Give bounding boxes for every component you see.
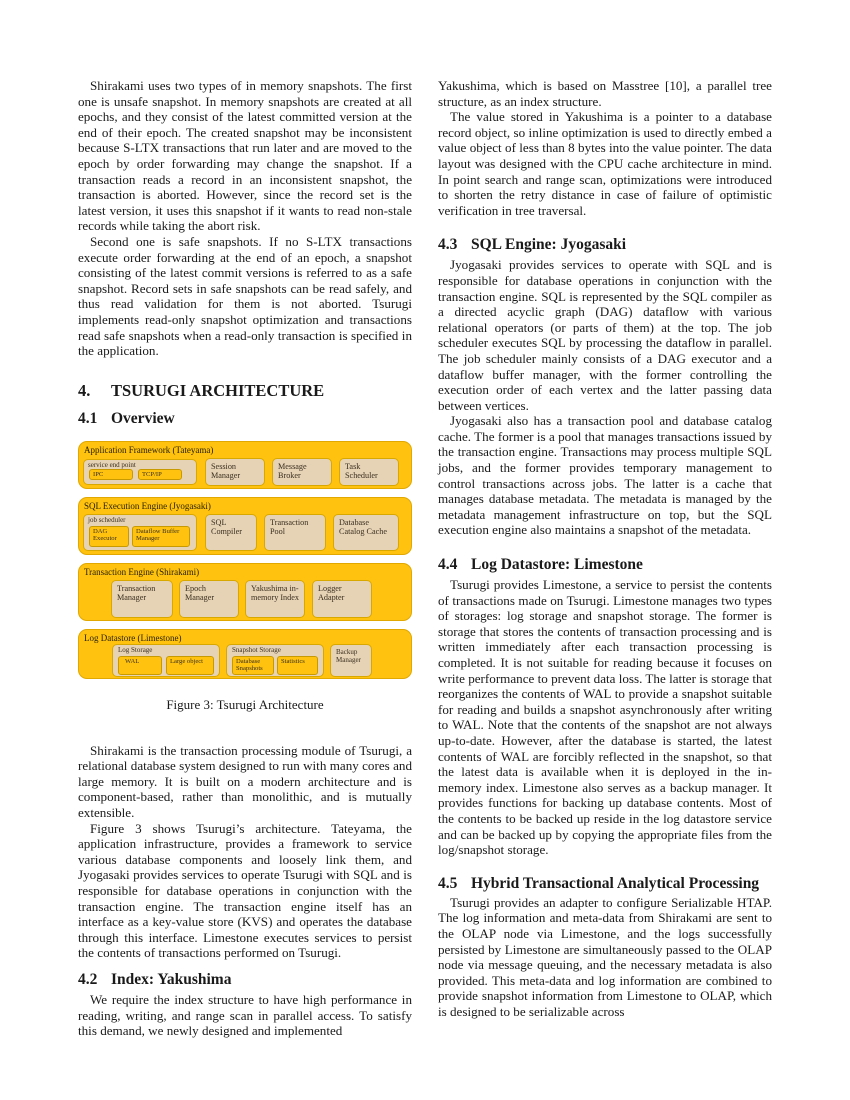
section-number: 4.: [78, 380, 91, 400]
subsection-title: Log Datastore: Limestone: [471, 556, 643, 574]
paragraph-safe-snapshot: Second one is safe snapshots. If no S-LTX transactions execute order forwarding at the end of an epoch, a snapshot consisting of the latest commit versions is referred to as a safe snapshot. Record sets in safe snapshots can be read safely, and thus read validation for them is not aborted. Tsurugi implements read-only snapshot optimization and transactions read safe snapshots when a read-only transaction is specified in the application.: [78, 233, 412, 359]
tcpip-box: TCP/IP: [138, 469, 182, 480]
yakushima-index-box: Yakushima in-memory Index: [245, 580, 305, 618]
group-label: Snapshot Storage: [232, 645, 281, 654]
group-label: Log Storage: [118, 645, 153, 654]
subsection-number: 4.3: [438, 236, 458, 254]
left-column: [78, 78, 412, 1039]
subsection-heading-jyogasaki: [438, 236, 772, 253]
subsection-title: Overview: [111, 409, 175, 427]
layer-application-framework: [78, 441, 412, 489]
ipc-box: IPC: [89, 469, 133, 480]
paragraph-yakushima-continued: Yakushima, which is based on Masstree [10], a parallel tree structure, as an index structure.: [438, 78, 772, 109]
dataflow-buffer-manager-box: Dataflow Buffer Manager: [132, 526, 190, 547]
subsection-heading-htap: [438, 876, 772, 891]
subsection-title: Index: Yakushima: [111, 971, 232, 988]
paragraph-index-requirements: We require the index structure to have high performance in reading, writing, and range scan in parallel access. To satisfy this demand, we newly designed and implemented: [78, 992, 412, 1039]
subsection-heading-overview: [78, 410, 412, 427]
paragraph-unsafe-snapshot: Shirakami uses two types of in memory snapshots. The first one is unsafe snapshot. In memory snapshots are created at all epochs, and they consist of the latest committed version at the end of their epoch. The created snapshot may be inconsistent because S-LTX transactions that run later and are moved to the epoch by order forwarding may change the snapshot. If a transaction reads a record in an inconsistent snapshot, the transaction is aborted. However, since the record set is the latest version, it uses this snapshot if it wants to read non-stale records while taking the abort risk.: [78, 78, 412, 234]
figure-caption: Figure 3: Tsurugi Architecture: [166, 696, 324, 712]
large-object-box: Large object: [166, 656, 214, 675]
epoch-manager-box: Epoch Manager: [179, 580, 239, 618]
paragraph-architecture-description: Figure 3 shows Tsurugi’s architecture. Tateyama, the application infrastructure, provides a framework to service various database components and loosely link them, and Jyogasaki provides services to operate Tsurugi with SQL and is responsible for database operations in conjunction with the transaction engine. The transaction engine itself has an interface as a key-value store (KVS) and operates the database through this interface. Limestone executes services to persist the contents of transactions performed on Tsurugi.: [78, 820, 412, 961]
job-scheduler-group: [83, 514, 197, 551]
session-manager-box: Session Manager: [205, 458, 265, 486]
log-storage-group: [112, 644, 220, 677]
subsection-title: Hybrid Transactional Analytical Processing: [471, 874, 760, 892]
section-title: TSURUGI ARCHITECTURE: [111, 380, 325, 400]
subsection-number: 4.1: [78, 409, 98, 427]
layer-transaction-engine: [78, 563, 412, 621]
dag-executor-box: DAG Executor: [89, 526, 129, 547]
subsection-heading-limestone: [438, 556, 772, 573]
transaction-pool-box: Transaction Pool: [264, 514, 326, 551]
task-scheduler-box: Task Scheduler: [339, 458, 399, 486]
database-snapshots-box: Database Snapshots: [232, 656, 274, 675]
group-label: job scheduler: [88, 515, 126, 524]
layer-sql-execution-engine: [78, 497, 412, 555]
architecture-figure: [78, 437, 412, 679]
layer-log-datastore: [78, 629, 412, 679]
message-broker-box: Message Broker: [272, 458, 332, 486]
section-heading-architecture: [78, 381, 412, 400]
paragraph-htap: Tsurugi provides an adapter to configure Serializable HTAP. The log information and meta-data from Shirakami are sent to the OLAP node via Limestone, and the logs successfully persisted by Limestone are simultaneously passed to the OLAP node via message queuing, and the necessary metadata is also provided. This meta-data and log information are combined to provide snapshot information from Limestone to OLAP, which is designed to be serializable across: [438, 894, 772, 1019]
statistics-box: Statistics: [277, 656, 318, 675]
paragraph-yakushima-value: The value stored in Yakushima is a pointer to a database record object, so inline optimization is used to directly embed a value object of less than 8 bytes into the value pointer. The data layout was designed with the CPU cache architecture in mind. In point search and range scan, optimizations were introduced to shorten the retry distance in case of failure of optimistic verification in tree traversal.: [438, 109, 772, 218]
service-endpoint-group: [83, 459, 197, 485]
subsection-number: 4.5: [438, 874, 458, 892]
paragraph-jyogasaki-sql: Jyogasaki provides services to operate with SQL and is responsible for database operations in conjunction with the transaction engine. SQL is represented by the SQL compiler as a directed acyclic graph (DAG) dataflow with various relational operators (or parts of them) at the top. The job scheduler executes SQL by processing the dataflow in parallel. The job scheduler mainly consists of a DAG executor and a dataflow buffer manager, with the former controlling the execution order of each vertex and the latter passing data between vertices.: [438, 257, 772, 413]
layer-title: Log Datastore (Limestone): [84, 632, 182, 643]
paragraph-limestone: Tsurugi provides Limestone, a service to persist the contents of transactions made on Tsurugi. Limestone manages two types of storages: log storage and snapshot storage. The former is storage that stores the contents of transaction processing and is written immediately after each transaction processing is completed. It is not suitable for reading because it focuses on write performance to prevent data loss. The latter is storage that reorganizes the contents of WAL to provide a snapshot suitable for reading and builds a snapshot asynchronously after writing to WAL. Note that the contents of the snapshot are not always up-to-date. However, after the database is started, the latest contents of WAL are forcibly reflected in the snapshot, so that the latest data is available when it is deployed in the in-memory index. Limestone also serves as a backup manager. It provides functions for backing up database contents. Most of the contents to be backed up reside in the log datastore service and can be backed up by copying the appropriate files from the log/snapshot storage.: [438, 577, 772, 858]
logger-adapter-box: Logger Adapter: [312, 580, 372, 618]
subsection-number: 4.2: [78, 971, 98, 988]
layer-title: Application Framework (Tateyama): [84, 444, 214, 455]
group-label: service end point: [88, 460, 136, 469]
paragraph-jyogasaki-pool: Jyogasaki also has a transaction pool and database catalog cache. The former is a pool that manages transactions issued by the transaction engine. Transactions may process multiple SQL jobs, and the former provides temporary management to control transactions across jobs. The latter is a cache that manages database metadata. The metadata is managed by the metadata management infrastructure on top, but the SQL execution engine also maintains a snapshot of the metadata.: [438, 413, 772, 538]
backup-manager-box: Backup Manager: [330, 644, 372, 677]
right-column: [438, 78, 772, 1019]
snapshot-storage-group: [226, 644, 324, 677]
paragraph-shirakami-intro: Shirakami is the transaction processing module of Tsurugi, a relational database system designed to run with many cores and large memory. It is built on a modern architecture and is component-based, rather than monolithic, and is mutually extensible.: [78, 742, 412, 821]
sql-compiler-box: SQL Compiler: [205, 514, 257, 551]
subsection-title: SQL Engine: Jyogasaki: [471, 236, 627, 254]
subsection-heading-yakushima: [78, 971, 412, 988]
transaction-manager-box: Transaction Manager: [111, 580, 173, 618]
subsection-number: 4.4: [438, 556, 458, 574]
wal-box: WAL: [118, 656, 162, 675]
layer-title: Transaction Engine (Shirakami): [84, 566, 200, 577]
layer-title: SQL Execution Engine (Jyogasaki): [84, 500, 211, 511]
database-catalog-cache-box: Database Catalog Cache: [333, 514, 399, 551]
